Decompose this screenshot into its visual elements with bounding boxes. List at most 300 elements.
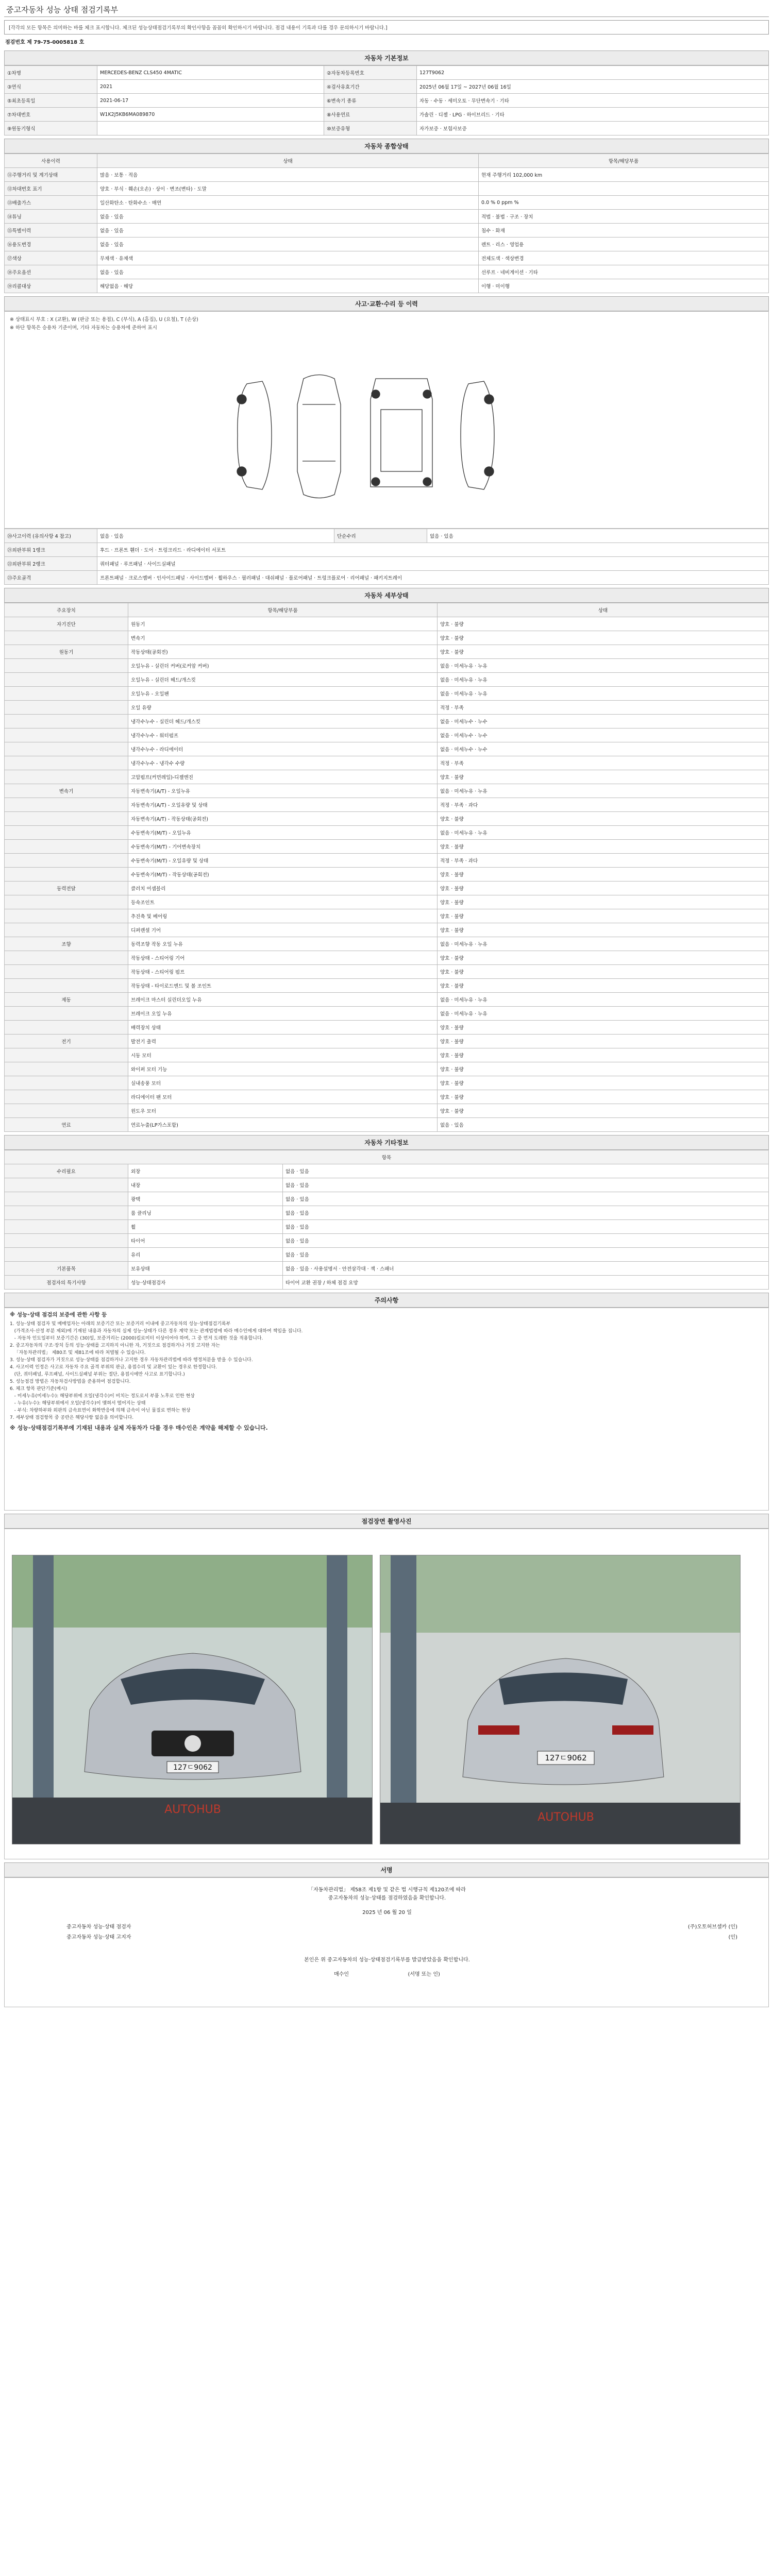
basic-value: 2021 [97, 80, 324, 94]
detail-group [5, 812, 128, 826]
detail-state: 양호 · 불량 [438, 645, 769, 659]
detail-group [5, 715, 128, 728]
notes-line: 6. 체크 항목 판단기준(예시) [10, 1386, 68, 1392]
detail-item: 냉각수누수 - 냉각수 수량 [128, 756, 438, 770]
overall-item: 현재 주행거리 102,000 km [479, 168, 769, 182]
section-detail-title: 자동차 세부상태 [4, 588, 769, 603]
detail-state: 양호 · 불량 [438, 631, 769, 645]
overall-table [4, 154, 769, 293]
detail-item: 동력조향 작동 오일 누유 [128, 937, 438, 951]
basic-label: ⑨원동기형식 [5, 122, 97, 135]
accident-label: ⑳사고이력 (유의사항 4 참고) [5, 529, 97, 543]
basic-row [5, 94, 769, 108]
other-state: 없음 · 있음 [283, 1178, 769, 1192]
notes-line: (단, 쿼터패널, 루프패널, 사이드실패널 부위는 절단, 용접시에만 사고로 표기합니다.) [10, 1372, 185, 1377]
detail-item: 배력장치 상태 [128, 1021, 438, 1035]
detail-state: 양호 · 불량 [438, 895, 769, 909]
basic-value: 127T9062 [417, 66, 769, 80]
notice-text: [각각의 모든 항목은 의미하는 바를 체크 표시합니다. 체크된 성능상태점검기록부의 확인사항을 꼼꼼히 확인하시기 바랍니다. 점검 내용이 기록과 다를 경우 문의하시기 바랍니다.] [4, 20, 769, 35]
overall-state: 없음 · 있음 [97, 210, 479, 224]
detail-group [5, 770, 128, 784]
detail-row [5, 909, 769, 923]
overall-row [5, 279, 769, 293]
basic-row [5, 66, 769, 80]
detail-item: 윈도우 모터 [128, 1104, 438, 1118]
detail-state: 적정 · 부족 [438, 701, 769, 715]
detail-row [5, 715, 769, 728]
accident-label: ㉑외판부위 1랭크 [5, 543, 97, 557]
detail-row [5, 798, 769, 812]
detail-item: 시동 모터 [128, 1048, 438, 1062]
overall-row [5, 265, 769, 279]
detail-group [5, 1076, 128, 1090]
other-group [5, 1178, 128, 1192]
detail-state: 없음 · 있음 [438, 1118, 769, 1132]
notes-line: - 부식: 차량하부와 외판의 금속표면이 화학반응에 의해 금속이 아닌 물질로 변하는 현상 [10, 1408, 191, 1413]
confirm-line-2: 매수인 (서명 또는 인) [334, 1972, 440, 1977]
detail-item: 연료누출(LP가스포함) [128, 1118, 438, 1132]
other-row [5, 1262, 769, 1276]
detail-state: 적정 · 부족 · 과다 [438, 798, 769, 812]
detail-header-item: 항목/해당부품 [128, 603, 438, 617]
rear-photo [380, 1555, 741, 1844]
other-item: 타이어 [128, 1234, 283, 1248]
detail-row [5, 673, 769, 687]
other-state: 타이어 교환 권장 / 하체 점검 요망 [283, 1276, 769, 1290]
detail-state: 양호 · 불량 [438, 909, 769, 923]
other-row [5, 1206, 769, 1220]
detail-item: 수동변속기(M/T) - 오일누유 [128, 826, 438, 840]
detail-state: 없음 · 미세누유 · 누유 [438, 937, 769, 951]
detail-group: 동력전달 [5, 882, 128, 895]
detail-header-state: 상태 [438, 603, 769, 617]
detail-row [5, 951, 769, 965]
basic-value: 자동 · 수동 · 세미오토 · 무단변속기 · 기타 [417, 94, 769, 108]
basic-row [5, 122, 769, 135]
front-plate-text: 127ㄷ9062 [173, 1764, 212, 1772]
other-item: 광택 [128, 1192, 283, 1206]
diagram-legend-1: ※ 상태표시 부호 : X (교환), W (판금 또는 용접), C (부식), A (흠집), U (요철), T (손상) [10, 317, 198, 323]
detail-item: 자동변속기(A/T) - 작동상태(공회전) [128, 812, 438, 826]
car-outline-drawing [226, 368, 556, 502]
other-group [5, 1220, 128, 1234]
detail-row [5, 701, 769, 715]
detail-group [5, 868, 128, 882]
detail-row [5, 882, 769, 895]
other-item: 외장 [128, 1164, 283, 1178]
overall-row [5, 251, 769, 265]
detail-row [5, 854, 769, 868]
accident-value: 없음 · 있음 [427, 529, 769, 543]
overall-label: ⑱주요옵션 [5, 265, 97, 279]
document [4, 0, 769, 2007]
accident-label: ㉒외판부위 2랭크 [5, 557, 97, 571]
detail-state: 양호 · 불량 [438, 951, 769, 965]
detail-group [5, 631, 128, 645]
detail-state: 없음 · 미세누유 · 누유 [438, 673, 769, 687]
accident-value: 프론트패널 · 크로스멤버 · 인사이드패널 · 사이드멤버 · 휠하우스 · 필러패널 · 대쉬패널 · 플로어패널 · 트렁크플로어 · 리어패널 · 패키지트레이 [97, 571, 769, 585]
detail-group: 조향 [5, 937, 128, 951]
section-basic-title: 자동차 기본정보 [4, 50, 769, 65]
document-title: 중고자동차 성능 상태 점검기록부 [4, 0, 769, 17]
other-state: 없음 · 있음 [283, 1234, 769, 1248]
overall-label: ⑫차대번호 표기 [5, 182, 97, 196]
detail-item: 자동변속기(A/T) - 오일유량 및 상태 [128, 798, 438, 812]
serial-number: 점검번호 제 79-75-0005818 호 [5, 40, 85, 45]
accident-row [5, 529, 769, 543]
detail-group: 전기 [5, 1035, 128, 1048]
detail-item: 오일누유 - 실린더 커버(로커암 커버) [128, 659, 438, 673]
confirm-line-1: 본인은 위 중고자동차의 성능·상태점검기록부를 발급받았음을 확인합니다. [304, 1957, 470, 1963]
sign-line-1: 「자동차관리법」 제58조 제1항 및 같은 법 시행규칙 제120조에 따라 [308, 1887, 466, 1893]
overall-row [5, 196, 769, 210]
other-row [5, 1220, 769, 1234]
detail-state: 양호 · 불량 [438, 1021, 769, 1035]
overall-state: 무채색 · 유채색 [97, 251, 479, 265]
detail-group [5, 1062, 128, 1076]
detail-row [5, 728, 769, 742]
detail-item: 고압펌프(커먼레일)-디젤엔진 [128, 770, 438, 784]
detail-group: 변속기 [5, 784, 128, 798]
detail-item: 수동변속기(M/T) - 오일유량 및 상태 [128, 854, 438, 868]
accident-label: ㉓주요골격 [5, 571, 97, 585]
notes-line: 2. 중고자동차의 구조·장치 등의 성능·상태를 고지하지 아니한 자, 거짓으로 점검하거나 거짓 고지한 자는 [10, 1343, 220, 1348]
detail-state: 양호 · 불량 [438, 965, 769, 979]
detail-state: 양호 · 불량 [438, 1035, 769, 1048]
other-group: 기본품목 [5, 1262, 128, 1276]
car-damage-diagram [4, 311, 769, 529]
detail-item: 브레이크 오일 누유 [128, 1007, 438, 1021]
detail-row [5, 965, 769, 979]
photos-panel [4, 1529, 769, 1859]
detail-item: 와이퍼 모터 기능 [128, 1062, 438, 1076]
detail-state: 없음 · 미세누수 · 누수 [438, 742, 769, 756]
notes-line: 5. 성능점검 방법은 자동차검사방법을 준용하여 점검합니다. [10, 1379, 131, 1384]
detail-item: 원동기 [128, 617, 438, 631]
notes-line: 7. 세부상태 점검항목 중 공란은 해당사항 없음을 의미합니다. [10, 1415, 134, 1420]
other-group: 점검자의 특기사항 [5, 1276, 128, 1290]
basic-value: 자가보증 · 보험사보증 [417, 122, 769, 135]
detail-group [5, 1048, 128, 1062]
detail-group [5, 798, 128, 812]
basic-label: ③연식 [5, 80, 97, 94]
detail-state: 양호 · 불량 [438, 882, 769, 895]
detail-item: 작동상태(공회전) [128, 645, 438, 659]
detail-item: 오일 유량 [128, 701, 438, 715]
detail-state: 양호 · 불량 [438, 1062, 769, 1076]
detail-row [5, 1104, 769, 1118]
accident-row [5, 557, 769, 571]
overall-label: ⑮특별이력 [5, 224, 97, 238]
detail-row [5, 770, 769, 784]
detail-row [5, 979, 769, 993]
basic-label: ②자동차등록번호 [324, 66, 417, 80]
overall-state: 없음 · 있음 [97, 265, 479, 279]
overall-state: 없음 · 있음 [97, 224, 479, 238]
detail-state: 없음 · 미세누수 · 누수 [438, 728, 769, 742]
overall-item: 전체도색 · 색상변경 [479, 251, 769, 265]
overall-item [479, 182, 769, 196]
other-state: 없음 · 있음 · 사용설명서 · 안전삼각대 · 잭 · 스패너 [283, 1262, 769, 1276]
detail-item: 냉각수누수 - 워터펌프 [128, 728, 438, 742]
overall-item: 렌트 · 리스 · 영업용 [479, 238, 769, 251]
detail-row [5, 756, 769, 770]
overall-item: 이행 · 미이행 [479, 279, 769, 293]
basic-label: ①차명 [5, 66, 97, 80]
overall-row [5, 224, 769, 238]
other-group [5, 1206, 128, 1220]
detail-item: 추진축 및 베어링 [128, 909, 438, 923]
other-row [5, 1164, 769, 1178]
detail-group [5, 1104, 128, 1118]
detail-row [5, 1048, 769, 1062]
notes-line: 1. 성능·상태 점검자 및 매매업자는 아래의 보증기간 또는 보증거리 이내에 중고자동차의 성능·상태점검기록부 [10, 1321, 231, 1327]
overall-label: ⑯용도변경 [5, 238, 97, 251]
overall-item: 0.0 % 0 ppm % [479, 196, 769, 210]
other-table [4, 1150, 769, 1290]
detail-state: 없음 · 미세누유 · 누유 [438, 826, 769, 840]
detail-group [5, 923, 128, 937]
overall-item: 적법 · 불법 · 구조 · 장치 [479, 210, 769, 224]
detail-item: 냉각수누수 - 실린더 헤드/개스킷 [128, 715, 438, 728]
detail-row [5, 840, 769, 854]
detail-item: 수동변속기(M/T) - 기어변속장치 [128, 840, 438, 854]
accident-value: 없음 · 있음 [97, 529, 334, 543]
detail-group [5, 728, 128, 742]
detail-row [5, 784, 769, 798]
detail-row [5, 659, 769, 673]
checker-value: (주)오토허브셀카 (인) [687, 1924, 737, 1930]
detail-group: 자기진단 [5, 617, 128, 631]
other-state: 없음 · 있음 [283, 1220, 769, 1234]
detail-state: 적정 · 부족 [438, 756, 769, 770]
accident-value: 쿼터패널 · 루프패널 · 사이드실패널 [97, 557, 769, 571]
other-group: 수리필요 [5, 1164, 128, 1178]
other-group [5, 1248, 128, 1262]
overall-item: 선루프 · 네비게이션 · 기타 [479, 265, 769, 279]
detail-group [5, 979, 128, 993]
detail-item: 라디에이터 팬 모터 [128, 1090, 438, 1104]
notes-box [4, 1308, 769, 1511]
detail-state: 양호 · 불량 [438, 770, 769, 784]
overall-state: 일산화탄소 · 탄화수소 · 매연 [97, 196, 479, 210]
notes-line: - 미세누유(미세누수): 해당부위에 오일(냉각수)이 비치는 정도로서 부품 노후로 인한 현상 [10, 1394, 195, 1399]
detail-item: 자동변속기(A/T) - 오일누유 [128, 784, 438, 798]
detail-group [5, 756, 128, 770]
basic-value: 2025년 06월 17일 ~ 2027년 06월 16일 [417, 80, 769, 94]
section-accident-title: 사고·교환·수리 등 이력 [4, 296, 769, 311]
detail-state: 양호 · 불량 [438, 812, 769, 826]
overall-header-state: 상태 [97, 154, 479, 168]
detail-row [5, 826, 769, 840]
basic-value: 가솔린 · 디젤 · LPG · 하이브리드 · 기타 [417, 108, 769, 122]
other-item: 성능·상태점검자 [128, 1276, 283, 1290]
notifier-value: (인) [728, 1935, 737, 1940]
rear-brand-text: AUTOHUB [537, 1811, 594, 1824]
overall-state: 많음 · 보통 · 적음 [97, 168, 479, 182]
detail-row [5, 868, 769, 882]
detail-state: 없음 · 미세누유 · 누유 [438, 784, 769, 798]
notes-footer: ※ 성능·상태점검기록부에 기재된 내용과 실제 자동차가 다를 경우 매수인은 계약을 해제할 수 있습니다. [10, 1425, 268, 1431]
detail-row [5, 617, 769, 631]
accident-row [5, 571, 769, 585]
basic-label: ⑩보증유형 [324, 122, 417, 135]
section-other-title: 자동차 기타정보 [4, 1135, 769, 1150]
basic-label: ⑤최초등록일 [5, 94, 97, 108]
overall-label: ⑬배출가스 [5, 196, 97, 210]
detail-row [5, 993, 769, 1007]
detail-row [5, 1118, 769, 1132]
detail-group [5, 826, 128, 840]
detail-state: 없음 · 미세누유 · 누유 [438, 659, 769, 673]
other-row [5, 1276, 769, 1290]
other-state: 없음 · 있음 [283, 1206, 769, 1220]
diagram-legend-2: ※ 하단 항목은 승용차 기준이며, 기타 자동차는 승용차에 준하여 표시 [10, 325, 157, 331]
detail-state: 없음 · 미세누유 · 누유 [438, 1007, 769, 1021]
notes-line: - 누유(누수): 해당부위에서 오일(냉각수)이 맺혀서 떨어지는 상태 [10, 1401, 146, 1406]
detail-item: 변속기 [128, 631, 438, 645]
basic-label: ⑥변속기 종류 [324, 94, 417, 108]
overall-row [5, 210, 769, 224]
detail-item: 작동상태 - 타이로드엔드 및 볼 조인트 [128, 979, 438, 993]
detail-group [5, 1021, 128, 1035]
sign-line-2: 중고자동차의 성능·상태를 점검하였음을 확인합니다. [328, 1895, 446, 1901]
notes-line: 4. 사고이력 인정은 사고로 자동차 주요 골격 부위의 판금, 용접수리 및 교환이 있는 경우로 한정합니다. [10, 1365, 217, 1370]
other-row [5, 1234, 769, 1248]
overall-state: 해당없음 · 해당 [97, 279, 479, 293]
detail-row [5, 742, 769, 756]
detail-group [5, 895, 128, 909]
notes-heading: ※ 성능·상태 점검의 보증에 관한 사항 등 [10, 1312, 107, 1318]
detail-item: 수동변속기(M/T) - 작동상태(공회전) [128, 868, 438, 882]
detail-header-device: 주요장치 [5, 603, 128, 617]
other-group [5, 1234, 128, 1248]
detail-group [5, 1007, 128, 1021]
other-state: 없음 · 있음 [283, 1164, 769, 1178]
detail-group: 연료 [5, 1118, 128, 1132]
basic-label: ⑦차대번호 [5, 108, 97, 122]
notes-line: 「자동차관리법」 제80조 및 제81조에 따라 처벌될 수 있습니다. [10, 1350, 146, 1355]
accident-table [4, 529, 769, 585]
other-row [5, 1248, 769, 1262]
basic-value: W1K2J5KB6MA089870 [97, 108, 324, 122]
front-car-image [12, 1555, 372, 1844]
basic-label: ④검사유효기간 [324, 80, 417, 94]
basic-label: ⑧사용연료 [324, 108, 417, 122]
detail-row [5, 1021, 769, 1035]
notifier-label: 중고자동차 성능·상태 고지자 [66, 1935, 131, 1940]
detail-row [5, 1007, 769, 1021]
other-item: 보유상태 [128, 1262, 283, 1276]
detail-group: 제동 [5, 993, 128, 1007]
detail-item: 오일누유 - 오일팬 [128, 687, 438, 701]
checker-label: 중고자동차 성능·상태 점검자 [66, 1924, 131, 1930]
notes-line: 3. 성능·상태 점검자가 거짓으로 성능·상태를 점검하거나 고지한 경우 자동차관리법에 따라 행정처분을 받을 수 있습니다. [10, 1358, 253, 1363]
detail-state: 양호 · 불량 [438, 840, 769, 854]
accident-value: 후드 · 프론트 휀더 · 도어 · 트렁크리드 · 라디에이터 서포트 [97, 543, 769, 557]
detail-row [5, 812, 769, 826]
overall-state: 양호 · 부식 · 훼손(오손) · 상이 · 변조(변타) · 도말 [97, 182, 479, 196]
detail-item: 발전기 출력 [128, 1035, 438, 1048]
section-notes-title: 주의사항 [4, 1293, 769, 1308]
overall-header-item: 항목/해당부품 [479, 154, 769, 168]
accident-label: 단순수리 [334, 529, 427, 543]
basic-value: 2021-06-17 [97, 94, 324, 108]
overall-label: ⑭튜닝 [5, 210, 97, 224]
detail-row [5, 687, 769, 701]
detail-state: 양호 · 불량 [438, 1048, 769, 1062]
basic-row [5, 80, 769, 94]
front-photo [12, 1555, 373, 1844]
detail-item: 오일누유 - 실린더 헤드/개스킷 [128, 673, 438, 687]
overall-label: ⑰색상 [5, 251, 97, 265]
detail-row [5, 1062, 769, 1076]
detail-row [5, 923, 769, 937]
detail-item: 브레이크 마스터 실린더오일 누유 [128, 993, 438, 1007]
sign-panel [4, 1877, 769, 2007]
detail-state: 적정 · 부족 · 과다 [438, 854, 769, 868]
detail-group [5, 840, 128, 854]
detail-group [5, 701, 128, 715]
detail-item: 작동상태 - 스티어링 기어 [128, 951, 438, 965]
detail-item: 디퍼렌셜 기어 [128, 923, 438, 937]
detail-state: 양호 · 불량 [438, 1076, 769, 1090]
other-row [5, 1178, 769, 1192]
other-state: 없음 · 있음 [283, 1248, 769, 1262]
detail-group [5, 965, 128, 979]
detail-item: 실내송풍 모터 [128, 1076, 438, 1090]
basic-row [5, 108, 769, 122]
detail-group: 원동기 [5, 645, 128, 659]
detail-state: 양호 · 불량 [438, 617, 769, 631]
other-item: 유리 [128, 1248, 283, 1262]
accident-row [5, 543, 769, 557]
detail-state: 없음 · 미세누수 · 누수 [438, 715, 769, 728]
detail-item: 작동상태 - 스티어링 펌프 [128, 965, 438, 979]
detail-row [5, 645, 769, 659]
other-item: 내장 [128, 1178, 283, 1192]
detail-item: 냉각수누수 - 라디에이터 [128, 742, 438, 756]
rear-car-image [380, 1555, 740, 1844]
basic-value: MERCEDES-BENZ CLS450 4MATIC [97, 66, 324, 80]
notes-line: (가격조사·산정 부분 제외)에 기재된 내용과 자동차의 실제 성능·상태가 다른 경우 계약 또는 관계법령에 따라 매수인에게 대하여 책임을 집니다. [10, 1329, 303, 1334]
detail-row [5, 937, 769, 951]
detail-group [5, 673, 128, 687]
overall-item: 침수 · 화재 [479, 224, 769, 238]
notes-line: - 자동차 인도일부터 보증기간은 (30)일, 보증거리는 (2000)킬로미터 이상이어야 하며, 그 중 먼저 도래한 것을 적용합니다. [10, 1336, 263, 1341]
other-header: 항목 [5, 1150, 769, 1164]
detail-table [4, 603, 769, 1132]
other-item: 룸 클리닝 [128, 1206, 283, 1220]
detail-group [5, 909, 128, 923]
detail-group [5, 742, 128, 756]
detail-row [5, 1090, 769, 1104]
overall-row [5, 168, 769, 182]
front-brand-text: AUTOHUB [164, 1803, 221, 1816]
detail-item: 등속조인트 [128, 895, 438, 909]
detail-group [5, 687, 128, 701]
other-group [5, 1192, 128, 1206]
section-sign-title: 서명 [4, 1862, 769, 1877]
sign-date: 2025 년 06 월 20 일 [362, 1910, 412, 1916]
other-state: 없음 · 있음 [283, 1192, 769, 1206]
other-row [5, 1192, 769, 1206]
detail-group [5, 951, 128, 965]
rear-plate-text: 127ㄷ9062 [545, 1753, 587, 1762]
detail-group [5, 854, 128, 868]
detail-state: 양호 · 불량 [438, 1090, 769, 1104]
basic-info-table [4, 65, 769, 135]
